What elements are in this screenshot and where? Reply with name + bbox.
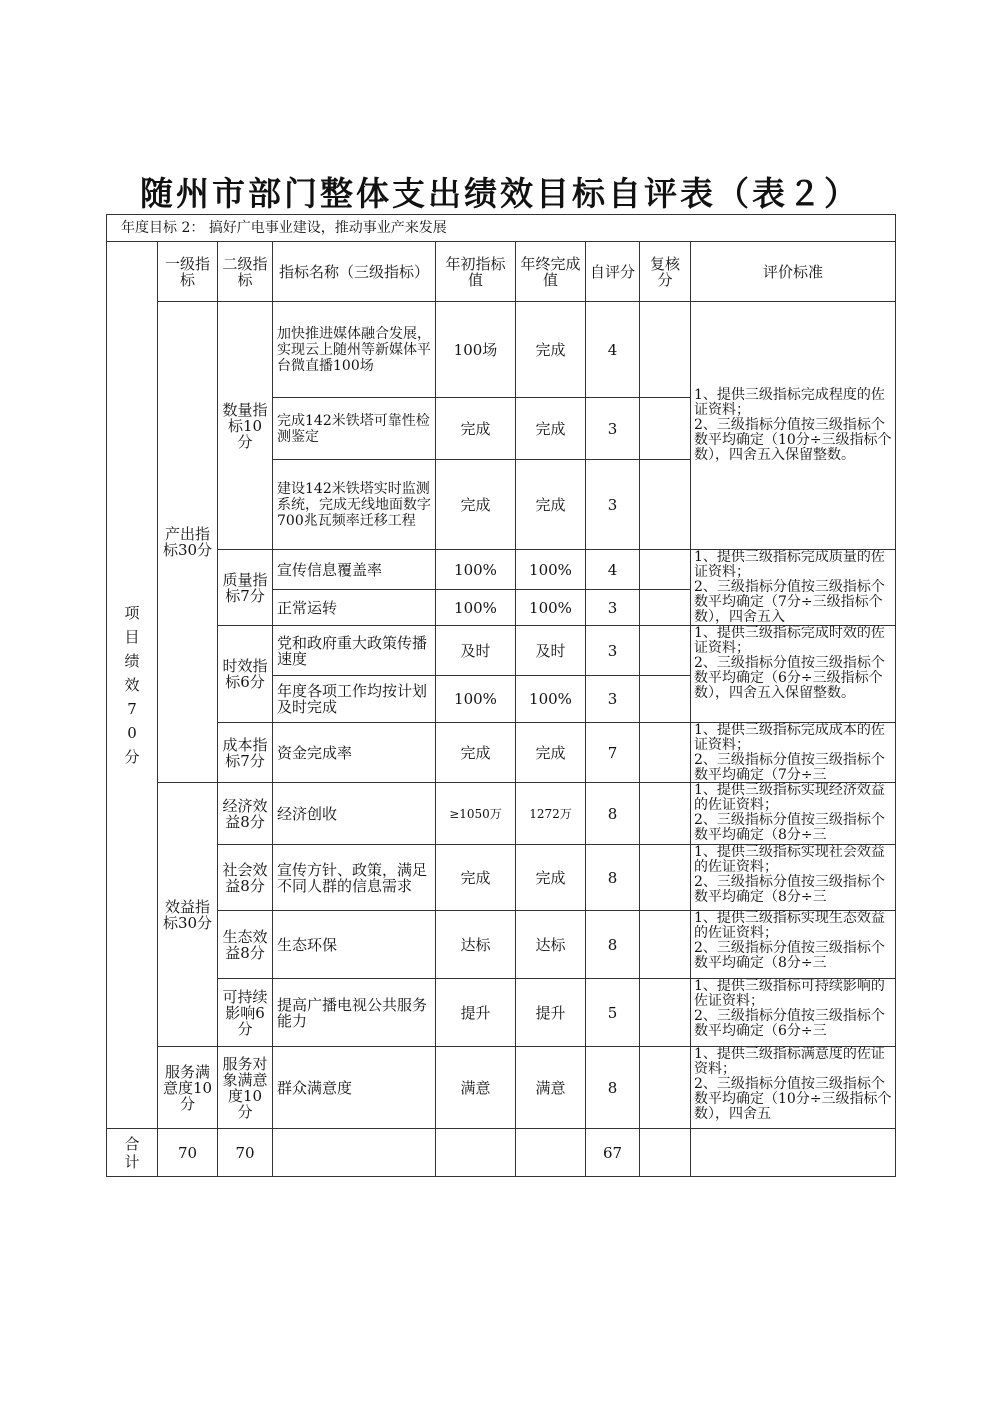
criteria-text: 1、提供三级指标完成程度的佐证资料； 2、三级指标分值按三级指标个数平均确定（10分÷三级指标个数），四舍五入保留整数。	[694, 387, 892, 463]
indicator-name: 完成142米铁塔可靠性检测鉴定	[273, 398, 436, 460]
review-score	[640, 626, 691, 676]
indicator-name: 加快推进媒体融合发展，实现云上随州等新媒体平台微直播100场	[273, 302, 436, 398]
criteria-social	[691, 845, 896, 911]
table-row	[107, 911, 896, 979]
indicator-name: 宣传信息覆盖率	[273, 550, 436, 590]
level2-sustainable: 可持续影响6分	[218, 979, 273, 1047]
total-empty-criteria	[691, 1129, 896, 1177]
total-label	[107, 1129, 158, 1177]
review-score	[640, 1047, 691, 1129]
level1-service: 服务满意度10分	[158, 1047, 218, 1129]
table-row	[107, 550, 896, 590]
initial-value: 提升	[436, 979, 516, 1047]
final-value: 提升	[516, 979, 586, 1047]
indicator-name: 资金完成率	[273, 723, 436, 783]
initial-value: 100%	[436, 676, 516, 723]
review-score	[640, 723, 691, 783]
level1-output: 产出指标30分	[158, 302, 218, 783]
initial-value: 完成	[436, 845, 516, 911]
criteria-text: 1、提供三级指标可持续影响的佐证资料； 2、三级指标分值按三级指标个数平均确定（6分÷三	[694, 979, 885, 1039]
indicator-name: 建设142米铁塔实时监测系统，完成无线地面数字700兆瓦频率迁移工程	[273, 460, 436, 550]
header-final-value: 年终完成值	[516, 242, 586, 302]
level2-social: 社会效益8分	[218, 845, 273, 911]
indicator-name: 提高广播电视公共服务能力	[273, 979, 436, 1047]
indicator-name: 群众满意度	[273, 1047, 436, 1129]
table-row	[107, 1047, 896, 1129]
project-performance-label	[107, 242, 158, 1129]
table-row	[107, 783, 896, 845]
initial-value: 100%	[436, 590, 516, 626]
final-value: 完成	[516, 845, 586, 911]
review-score	[640, 398, 691, 460]
criteria-text: 1、提供三级指标实现经济效益的佐证资料； 2、三级指标分值按三级指标个数平均确定（8分÷三	[694, 783, 885, 843]
final-value: 100%	[516, 676, 586, 723]
table-row	[107, 302, 896, 398]
final-value: 完成	[516, 460, 586, 550]
table-row	[107, 845, 896, 911]
criteria-sustainable	[691, 979, 896, 1047]
header-initial-value: 年初指标值	[436, 242, 516, 302]
self-score: 3	[586, 676, 640, 723]
review-score	[640, 550, 691, 590]
review-score	[640, 783, 691, 845]
level2-quantity: 数量指标10分	[218, 302, 273, 550]
total-label-text: 合计	[124, 1134, 140, 1171]
table-row	[107, 979, 896, 1047]
self-score: 4	[586, 302, 640, 398]
table-row	[107, 626, 896, 676]
header-indicator-name: 指标名称（三级指标）	[273, 242, 436, 302]
header-criteria: 评价标准	[691, 242, 896, 302]
self-score: 7	[586, 723, 640, 783]
final-value: 完成	[516, 398, 586, 460]
criteria-text: 1、提供三级指标实现社会效益的佐证资料； 2、三级指标分值按三级指标个数平均确定（8分÷三	[694, 845, 885, 905]
final-value: 完成	[516, 723, 586, 783]
initial-value: 完成	[436, 460, 516, 550]
criteria-text: 1、提供三级指标满意度的佐证资料； 2、三级指标分值按三级指标个数平均确定（10分÷三级指标个数），四舍五	[694, 1047, 892, 1122]
header-level1: 一级指标	[158, 242, 218, 302]
criteria-text: 1、提供三级指标完成时效的佐证资料； 2、三级指标分值按三级指标个数平均确定（6分÷三级指标个数），四舍五入保留整数。	[694, 626, 885, 701]
final-value: 100%	[516, 550, 586, 590]
criteria-text: 1、提供三级指标完成成本的佐证资料； 2、三级指标分值按三级指标个数平均确定（7分÷三	[694, 723, 885, 781]
final-value: 满意	[516, 1047, 586, 1129]
self-score: 8	[586, 1047, 640, 1129]
header-self-score: 自评分	[586, 242, 640, 302]
annual-goal: 年度目标 2： 搞好广电事业建设，推动事业产来发展	[107, 215, 896, 242]
level2-satisfaction: 服务对象满意度10分	[218, 1047, 273, 1129]
criteria-economic	[691, 783, 896, 845]
total-level2: 70	[218, 1129, 273, 1177]
criteria-cost	[691, 723, 896, 783]
self-score: 5	[586, 979, 640, 1047]
total-level1: 70	[158, 1129, 218, 1177]
level2-quality: 质量指标7分	[218, 550, 273, 626]
final-value: 100%	[516, 590, 586, 626]
total-empty-review	[640, 1129, 691, 1177]
level1-benefit: 效益指标30分	[158, 783, 218, 1047]
total-row	[107, 1129, 896, 1177]
final-value: 完成	[516, 302, 586, 398]
indicator-name: 经济创收	[273, 783, 436, 845]
indicator-name: 年度各项工作均按计划及时完成	[273, 676, 436, 723]
initial-value: ≥1050万	[436, 783, 516, 845]
total-self-score: 67	[586, 1129, 640, 1177]
total-empty-initial	[436, 1129, 516, 1177]
level2-economic: 经济效益8分	[218, 783, 273, 845]
vertical-label-text: 项目绩效70分	[124, 604, 140, 766]
indicator-name: 生态环保	[273, 911, 436, 979]
self-score: 3	[586, 626, 640, 676]
review-score	[640, 460, 691, 550]
initial-value: 100场	[436, 302, 516, 398]
criteria-quantity	[691, 302, 896, 550]
self-score: 4	[586, 550, 640, 590]
total-empty-name	[273, 1129, 436, 1177]
review-score	[640, 302, 691, 398]
self-score: 3	[586, 590, 640, 626]
header-review-score: 复核分	[640, 242, 691, 302]
indicator-name: 正常运转	[273, 590, 436, 626]
initial-value: 完成	[436, 398, 516, 460]
criteria-quality	[691, 550, 896, 626]
initial-value: 满意	[436, 1047, 516, 1129]
initial-value: 100%	[436, 550, 516, 590]
total-empty-final	[516, 1129, 586, 1177]
review-score	[640, 590, 691, 626]
final-value: 1272万	[516, 783, 586, 845]
evaluation-table	[106, 214, 896, 1177]
self-score: 8	[586, 845, 640, 911]
final-value: 达标	[516, 911, 586, 979]
review-score	[640, 979, 691, 1047]
level2-timeliness: 时效指标6分	[218, 626, 273, 723]
initial-value: 达标	[436, 911, 516, 979]
level2-ecological: 生态效益8分	[218, 911, 273, 979]
criteria-text: 1、提供三级指标完成质量的佐证资料； 2、三级指标分值按三级指标个数平均确定（7分÷三级指标个数），四舍五入	[694, 550, 885, 624]
indicator-name: 党和政府重大政策传播速度	[273, 626, 436, 676]
review-score	[640, 845, 691, 911]
review-score	[640, 676, 691, 723]
page-title: 随州市部门整体支出绩效目标自评表（表２）	[140, 174, 860, 213]
criteria-timeliness	[691, 626, 896, 723]
initial-value: 完成	[436, 723, 516, 783]
self-score: 3	[586, 398, 640, 460]
criteria-ecological	[691, 911, 896, 979]
self-score: 8	[586, 911, 640, 979]
indicator-name: 宣传方针、政策，满足不同人群的信息需求	[273, 845, 436, 911]
criteria-satisfaction	[691, 1047, 896, 1129]
header-level2: 二级指标	[218, 242, 273, 302]
initial-value: 及时	[436, 626, 516, 676]
review-score	[640, 911, 691, 979]
table-row	[107, 723, 896, 783]
level2-cost: 成本指标7分	[218, 723, 273, 783]
self-score: 8	[586, 783, 640, 845]
final-value: 及时	[516, 626, 586, 676]
self-score: 3	[586, 460, 640, 550]
criteria-text: 1、提供三级指标实现生态效益的佐证资料； 2、三级指标分值按三级指标个数平均确定（8分÷三	[694, 911, 885, 971]
